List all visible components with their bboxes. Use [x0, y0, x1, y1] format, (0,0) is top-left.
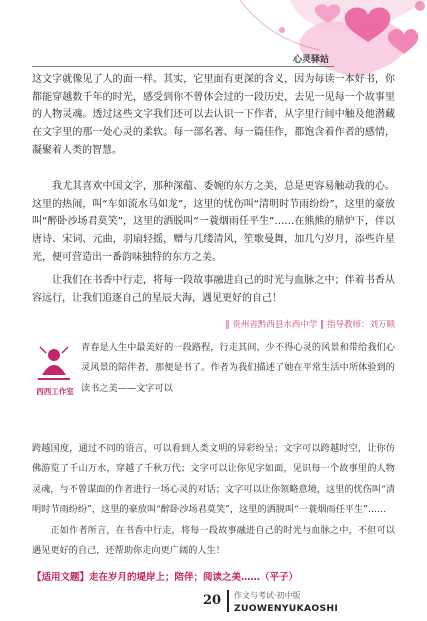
magazine-title: 作文与考试·初中版: [234, 591, 301, 600]
applicable-topics: 【适用文题】走在岁月的堤岸上；陪伴；阅读之美……（平子）: [32, 572, 299, 583]
commentary-paragraph-3: 正如作者所言，在书香中行走，将每一段故事融进自己的时光与血脉之中，不但可以遇见更好的自己，还帮助你走向更广阔的人生！: [32, 525, 395, 557]
commentary-paragraph-1: 青春是人生中最美好的一段路程，行走其间，少不得心灵的风景和带给我们心灵风景的陪伴者，那便是书了。作者为我们描述了她在平常生活中所体验到的读书之美——文字可以: [81, 342, 395, 394]
header-hearts-decoration: [0, 0, 427, 80]
essay-paragraph-2: 我尤其喜欢中国文字，那种深蕴、委婉的东方之美，总是更容易触动我的心。这里的热闹，叫“车如流水马如龙”，这里的忧伤叫“清明时节雨纷纷”，这里的豪放叫“醉卧沙场君莫笑”，这里的洒脱叫“一蓑烟雨任平生”……在熊熊的鼎炉下，伴以唐诗、宋词、元曲，羽扇轻摇，赠与几缕清风，笙歌曼舞，加几勺岁月，添些许星光，便可营造出一番韵味独特的东方之美。: [32, 181, 395, 263]
section-label: 心灵驿站: [293, 55, 330, 65]
header-rule: [32, 66, 334, 67]
commentary-paragraph-2: 跨越国度，通过不同的语言，可以看到人类文明的异彩纷呈；文字可以跨越时空，让你仿佛游览了千山万水，穿越了千秋万代；文字可以让你见字如面，见识每一个故事里的人物灵魂，与不曾谋面的作者进行一场心灵的对话；文字可以让你领略意境，这里的忧伤叫“清明时节雨纷纷”，这里的豪放叫“醉卧沙场君莫笑”，这里的洒脱叫“一蓑烟雨任平生”……: [32, 443, 396, 515]
studio-logo-text: 西西工作室: [36, 387, 74, 396]
studio-logo-icon: [32, 341, 76, 385]
magazine-title-pinyin: ZUOWENYUKAOSHI: [234, 603, 339, 614]
author-byline: ‖ 贵州省黔西县水西中学 ‖ 指导教师：刘万顺: [225, 320, 395, 330]
essay-paragraph-3: 让我们在书香中行走，将每一段故事融进自己的时光与血脉之中；伴着书香从容远行，让我们追逐自己的星辰大海，遇见更好的自己！: [32, 275, 395, 304]
footer-divider: [227, 590, 229, 612]
page-number: 20: [203, 593, 222, 608]
essay-paragraph-1: 这文字就像见了人的面一样。其实，它里面有更深的含义，因为每读一本好书，你都能穿越数千年的时光，感受到你不曾体会过的一段历史，去见一见每一个故事里的人物灵魂。透过这些文字我们还可以去认识一下作者，从字里行间中触及他潜藏在文字里的那一处心灵的柔软。每一部名著、每一篇佳作，都饱含着作者的感情，凝聚着人类的智慧。: [32, 74, 395, 156]
